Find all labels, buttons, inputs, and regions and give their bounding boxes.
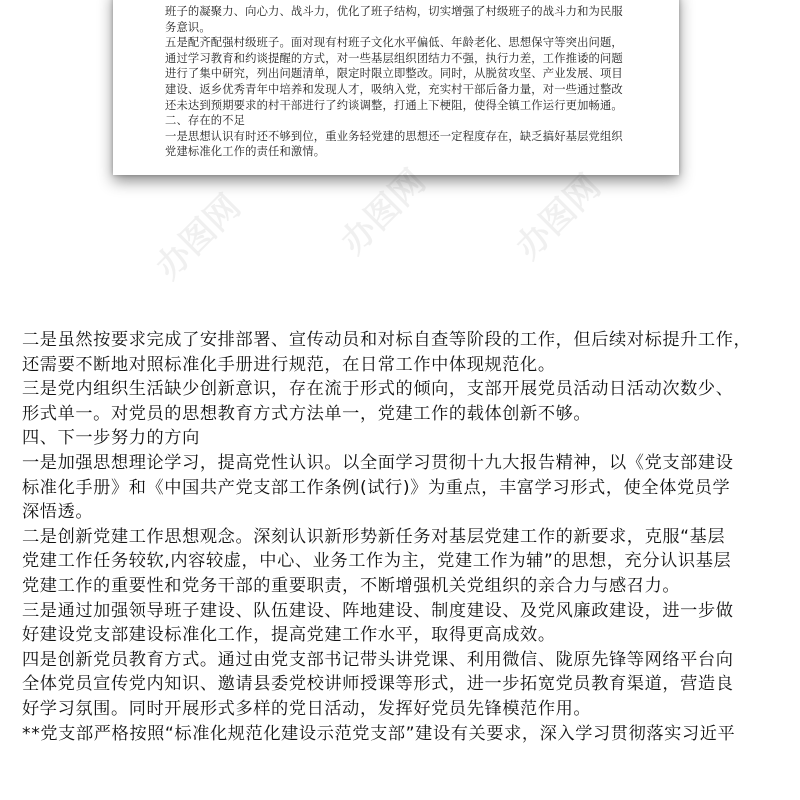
body-line: 二是创新党建工作思想观念。深刻认识新形势新任务对基层党建工作的新要求，克服“基层 (22, 526, 726, 547)
card-line: 还未达到预期要求的村干部进行了约谈调整，打通上下梗阻，使得全镇工作运行更加畅通。 (165, 98, 623, 112)
body-line: 三是通过加强领导班子建设、队伍建设、阵地建设、制度建设、及党风廉政建设，进一步做 (22, 600, 734, 621)
card-line: 务意识。 (165, 20, 211, 34)
body-line: 好学习氛围。同时开展形式多样的党日活动，发挥好党员先锋模范作用。 (22, 698, 592, 719)
body-line: 二是虽然按要求完成了安排部署、宣传动员和对标自查等阶段的工作，但后续对标提升工作， (22, 330, 752, 350)
body-line: 党建工作任务较软,内容较虚，中心、业务工作为主，党建工作为辅”的思想，充分认识基层 (22, 551, 732, 572)
card-line: 一是思想认识有时还不够到位，重业务轻党建的思想还一定程度存在，缺乏搞好基层党组织 (165, 129, 623, 143)
card-line: 通过学习教育和约谈提醒的方式，对一些基层组织团结力不强，执行力差，工作推诿的问题 (165, 51, 623, 65)
body-line: 一是加强思想理论学习，提高党性认识。以全面学习贯彻十九大报告精神，以《党支部建设 (22, 452, 734, 473)
watermark: 办图网 (148, 186, 249, 288)
body-line: 四是创新党员教育方式。通过由党支部书记带头讲党课、利用微信、陇原先锋等网络平台向 (22, 649, 734, 670)
body-line: 深悟透。 (22, 502, 94, 523)
body-line: 还需要不断地对照标准化手册进行规范，在日常工作中体现规范化。 (22, 354, 556, 375)
section-heading: 四、下一步努力的方向 (22, 428, 200, 449)
body-line: 三是党内组织生活缺少创新意识，存在流于形式的倾向，支部开展党员活动日活动次数少、 (22, 379, 734, 400)
body-line: 形式单一。对党员的思想教育方式方法单一，党建工作的载体创新不够。 (22, 403, 592, 424)
card-line: 五是配齐配强村级班子。面对现有村班子文化水平偏低、年龄老化、思想保守等突出问题， (165, 36, 623, 50)
card-line: 班子的凝聚力、向心力、战斗力，优化了班子结构，切实增强了村级班子的战斗力和为民服 (165, 5, 623, 18)
body-line: 标准化手册》和《中国共产党支部工作条例(试行)》为重点，丰富学习形式，使全体党员学 (22, 477, 731, 498)
watermark: 办图网 (333, 161, 434, 263)
body-line: 全体党员宣传党内知识、邀请县委党校讲师授课等形式，进一步拓宽党员教育渠道，营造良 (22, 674, 734, 695)
card-line: 进行了集中研究，列出问题清单，限定时限立即整改。同时，从脱贫攻坚、产业发展、项目 (165, 67, 623, 81)
watermark: 办图网 (508, 166, 609, 268)
body-line: **党支部严格按照“标准化规范化建设示范党支部”建设有关要求，深入学习贯彻落实习近平 (22, 723, 736, 744)
card-line: 建设、返乡优秀青年中培养和发现人才，吸纳入党，充实村干部后备力量，对一些通过整改 (165, 82, 623, 96)
body-line: 党建工作的重要性和党务干部的重要职责，不断增强机关党组织的亲合力与感召力。 (22, 575, 681, 596)
body-line: 好建设党支部建设标准化工作，提高党建工作水平，取得更高成效。 (22, 625, 556, 646)
card-line: 党建标准化工作的责任和激情。 (165, 145, 326, 159)
document-preview-card (113, 0, 679, 175)
document-body (22, 328, 786, 746)
card-heading: 二、存在的不足 (165, 114, 246, 128)
